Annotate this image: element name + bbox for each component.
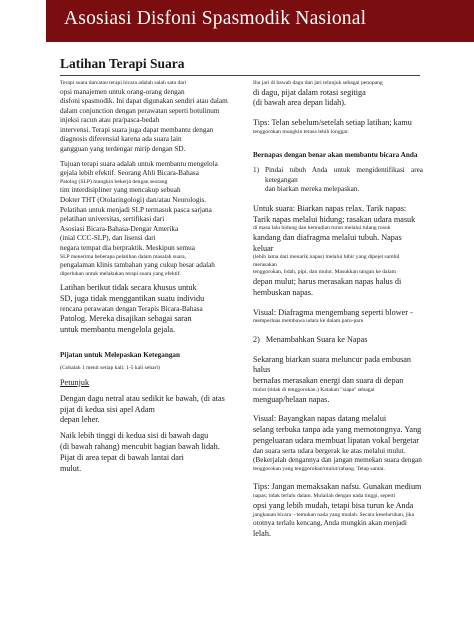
document-title: Latihan Terapi Suara	[60, 56, 185, 71]
speech-line: di masa lalu hidung dan kemudian turun melalui tulang rusuk	[253, 225, 391, 232]
intro-paragraph	[60, 88, 246, 155]
goal-line: pelatihan universitas, sertifikasi dari	[60, 215, 165, 224]
step-1-line: dan biarkan mereka melepaskan.	[265, 185, 360, 194]
now-line: menguap/helaan napas.	[253, 394, 330, 404]
tip-2-line: Tips: Jangan memaksakan nafsu. Gunakan medium	[253, 482, 422, 492]
exercise-paragraph	[60, 283, 246, 336]
right-top-line: (di bawah area depan lidah).	[253, 98, 346, 108]
instruction-line: depan leher.	[60, 415, 100, 425]
step-2	[253, 335, 423, 346]
speech-line: Tarik napas melalui hidung; rasakan udara masuk	[253, 214, 416, 224]
speech-line: (lebih lama dari menarik napas) melalui bibir yang dipejet sambil merasakan	[253, 254, 400, 268]
instructions-label: Petunjuk	[60, 377, 90, 387]
visual-2-line: tenggorokan yang tenggorokan/mulut/rahang. Tetap santai.	[253, 465, 385, 472]
goal-line: Dokter THT (Otolaringologi) dan/atau Neurologis.	[60, 195, 207, 204]
exercise-line: SD, juga tidak menggantikan suatu individu	[60, 293, 205, 303]
intro-line: disfoni spasmodik. Ini dapat digunakan sendiri atau dalam	[60, 97, 228, 106]
now-line: mulut (tidak di tenggorokan.) Katakan "siapa" sebagai	[253, 387, 375, 394]
goal-line: (inial CCC-SLP), dan lisensi dari	[60, 234, 156, 243]
tip-2-line: opsi yang lebih mudah, tetapi bisa turun ke Anda	[253, 500, 414, 510]
massage-frequency: (Cobalah 1 menit setiap kali; 1-5 kali sehari)	[60, 365, 160, 372]
goal-line: SLP menerima beberapa pelatihan dalam masalah suara,	[60, 253, 187, 260]
now-line: Sekarang biarkan suara meluncur pada embusan halus	[253, 354, 412, 375]
step-1-number: 1)	[253, 165, 259, 174]
visual-2-line: dan suara serta udara bergerak ke atas melalui mulut.	[253, 446, 406, 455]
tip-2-line: lelah.	[253, 528, 271, 538]
step-1	[253, 166, 423, 195]
visual-2-line: selang terbuka tanpa ada yang memotongnya. Yang	[253, 425, 422, 435]
visual-1-line: memperluas membawa udara ke dalam paru-paru	[253, 318, 364, 325]
goal-line: Asosiasi Bicara-Bahasa-Dengar Amerika	[60, 224, 179, 233]
intro-line: injeksi racun atau pra/pasca-bedah	[60, 116, 160, 125]
left-column	[60, 80, 246, 474]
exercise-line: Patolog. Mereka disajikan sebagai saran	[60, 314, 192, 324]
visual-2-line: Visual: Bayangkan napas datang melalui	[253, 414, 387, 424]
step-2-text: Menambahkan Suara ke Napas	[265, 334, 368, 344]
instruction-line: Naik lebih tinggi di kedua sisi di bawah dagu	[60, 431, 209, 441]
massage-section-title: Pijatan untuk Melepaskan Ketegangan	[60, 350, 181, 359]
intro-line: opsi manajemen untuk orang-orang dengan	[60, 87, 185, 96]
intro-line: dalam conjunction dengan perawatan seperti botulinum	[60, 106, 220, 115]
tip-2-line: ototnya terlalu kencang, Anda mungkin akan menjadi	[253, 519, 407, 527]
speech-line: depan mulut; harus merasakan napas halus di	[253, 276, 402, 286]
goal-line: tim interdisipliner yang mencakup sebuah	[60, 186, 181, 195]
instruction-line: mulut.	[60, 463, 82, 473]
instructions-block-a	[60, 394, 246, 426]
header-banner	[46, 0, 474, 42]
now-line: bernafas merasakan energi dan suara di depan	[253, 376, 404, 386]
step-1-line: Pindai tubuh Anda untuk mengidentifikasi area ketegangan	[265, 165, 423, 184]
step-2-number: 2)	[253, 334, 260, 344]
goal-line: diperlukan untuk melakukan terapi suara yang efektif.	[60, 270, 181, 277]
right-top-line: Ibu jari di bawah dagu dan jari telunjuk sebagai penopang	[253, 80, 383, 86]
goal-line: gejala lebih efektif. Seorang Ahli Bicara-Bahasa	[60, 169, 199, 178]
intro-lead: Terapi suara dan/atau terapi bicara adalah salah satu dari	[60, 80, 187, 86]
goal-line: Patolog (SLP) mungkin bekerja dengan seorang	[60, 178, 168, 185]
tip-2-line: jangkauan bicara – temukan nada yang mudah. Secara keseluruhan, jika	[253, 511, 415, 518]
visual-2-line: pengeluaran udara membuat lipatan vokal bergetar	[253, 435, 420, 445]
exercise-line: Latihan berikut tidak secara khusus untuk	[60, 283, 197, 293]
goal-line: Pelatihan untuk menjadi SLP termasuk pasca sarjana	[60, 205, 212, 214]
tip-1-line: tenggorokan mungkin terasa lebih longgar.	[253, 128, 349, 135]
goal-line: Tujuan terapi suara adalah untuk membantu mengelola	[60, 159, 218, 168]
intro-line: gangguan yang terdengar mirip dengan SD.	[60, 145, 186, 154]
exercise-line: untuk membantu mengelola gejala.	[60, 325, 176, 335]
step-1-text	[265, 166, 423, 195]
instruction-line: Pijat di area tepat di bawah lantai dari	[60, 452, 184, 462]
tip-2-line: napas; tidak terlalu dalam. Mulailah dengan nada tinggi, seperti	[253, 493, 396, 500]
instructions-block-b	[60, 431, 246, 474]
goal-paragraph	[60, 160, 246, 278]
tip-1-line: Tips: Telan sebelum/setelah setiap latihan; kamu	[253, 118, 412, 128]
speech-line: kandang dan diafragma melalui tubuh. Napas keluar	[253, 232, 402, 253]
goal-line: pengalaman klinis tambahan yang cukup besar adalah	[60, 261, 215, 269]
right-column	[253, 80, 423, 539]
tip-2-paragraph	[253, 482, 423, 539]
intro-line: intervensi. Terapi suara juga dapat membantu dengan	[60, 125, 214, 134]
breathing-section-title: Bernapas dengan benar akan membantu bicara Anda	[253, 151, 418, 160]
now-paragraph	[253, 355, 423, 406]
organization-title: Asosiasi Disfoni Spasmodik Nasional	[64, 8, 367, 29]
speech-line: tenggorokan, lidah, pipi, dan mulut. Masukkan tangan ke dalam	[253, 269, 396, 276]
goal-line: negara tempat dia berpraktik. Meskipun semua	[60, 243, 195, 252]
speech-paragraph	[253, 204, 423, 299]
visual-2-paragraph	[253, 414, 423, 473]
title-divider	[60, 75, 420, 76]
visual-2-line: (Bekerjalah dengannya dan jangan memekan suara dengan	[253, 456, 422, 465]
instruction-line: (di bawah rahang) mencubit bagian bawah lidah.	[60, 441, 220, 451]
right-top-line: di dagu, pijat dalam rotasi segitiga	[253, 87, 366, 97]
instruction-line: Dengan dagu netral atau sedikit ke bawah, (di atas	[60, 393, 225, 403]
speech-line: hembuskan napas.	[253, 287, 314, 297]
speech-line: Untuk suara: Biarkan napas relax. Tarik napas:	[253, 203, 407, 213]
exercise-line: rencana perawatan dengan Terapis Bicara-Bahasa	[60, 304, 203, 313]
intro-line: diagnosis diferensial karena ada suara lain	[60, 135, 182, 144]
instruction-line: pijat di kedua sisi apel Adam	[60, 404, 155, 414]
visual-1-line: Visual: Diafragma mengembang seperti blower -	[253, 307, 413, 317]
